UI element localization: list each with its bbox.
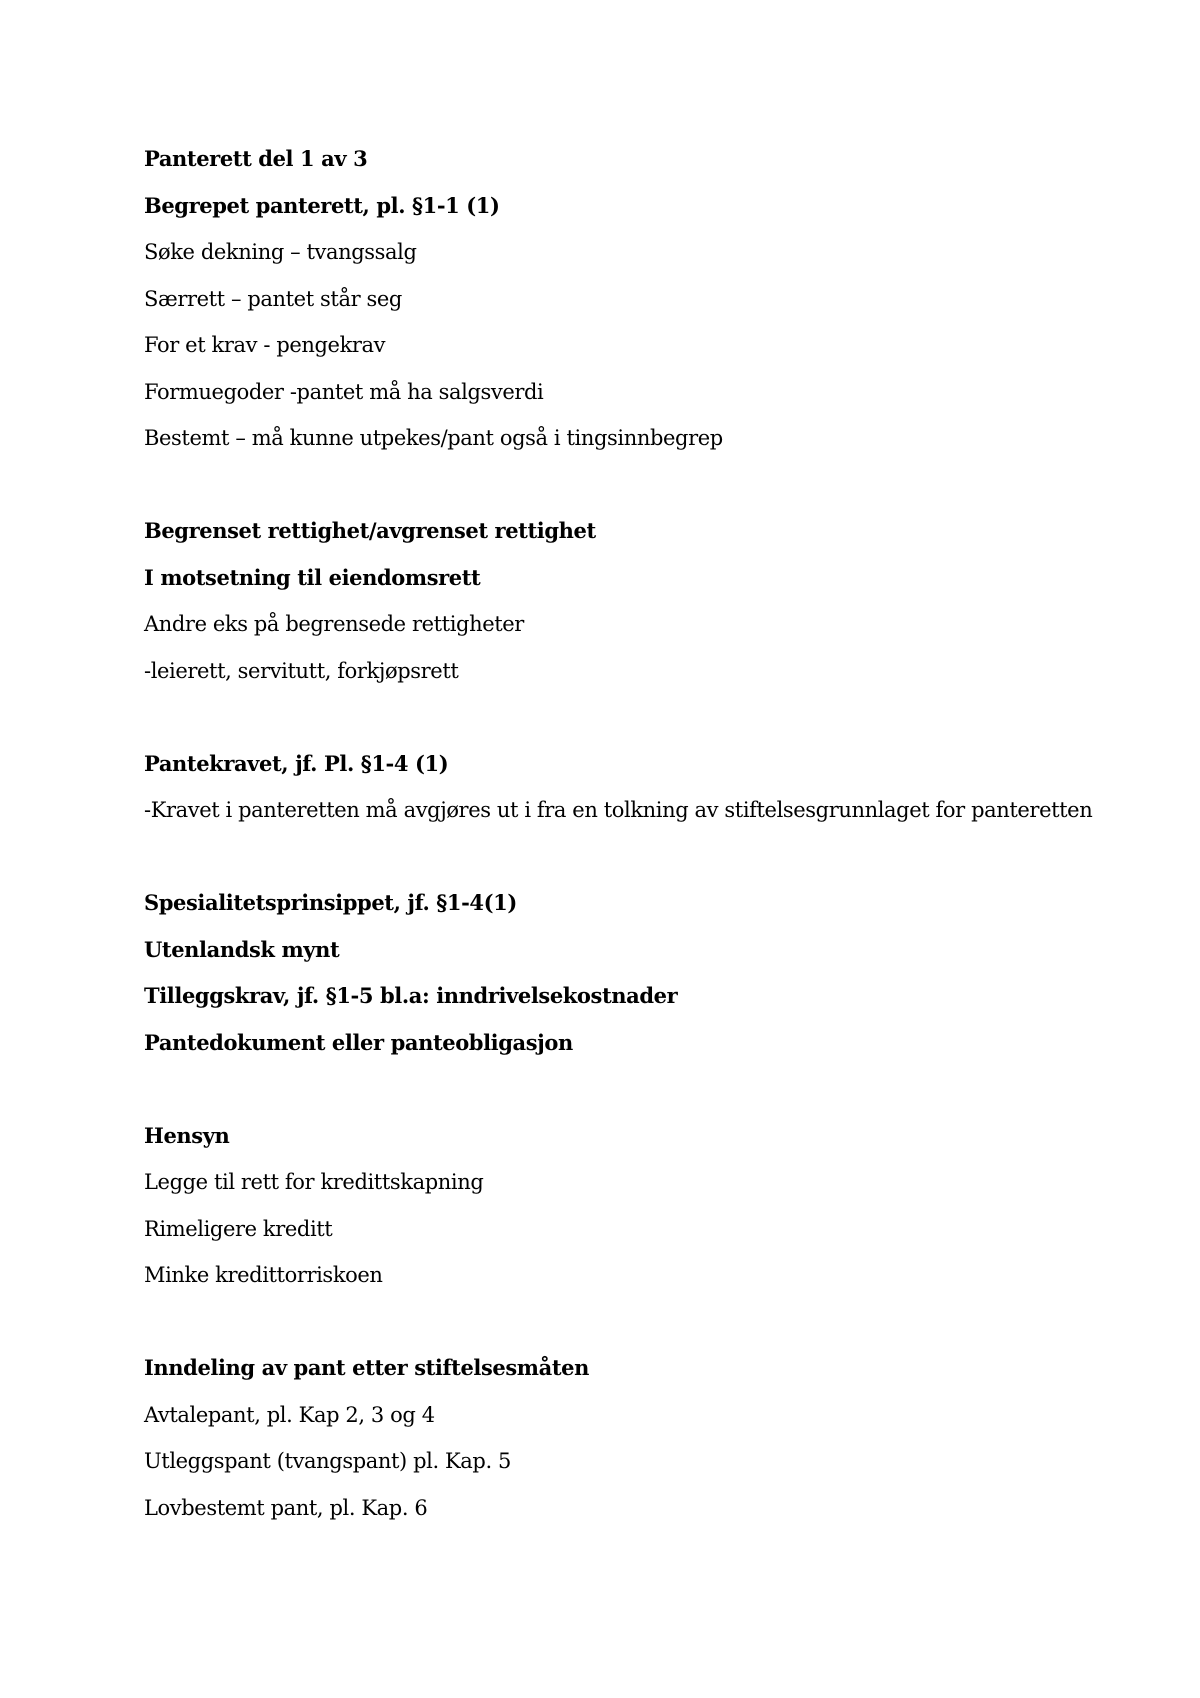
blank-line <box>144 1304 1084 1351</box>
section-heading-pantekravet: Pantekravet, jf. Pl. §1-4 (1) <box>144 750 449 776</box>
text-line: Særrett – pantet står seg <box>144 286 402 311</box>
section-subheading-eiendomsrett: I motsetning til eiendomsrett <box>144 564 481 590</box>
text-line: Avtalepant, pl. Kap 2, 3 og 4 <box>144 1402 435 1427</box>
text-line: Lovbestemt pant, pl. Kap. 6 <box>144 1495 428 1520</box>
blank-line <box>144 1071 1084 1118</box>
text-line: -Kravet i panteretten må avgjøres ut i fra en tolkning av stiftelsesgrunnlaget for panteretten <box>144 798 1093 822</box>
text-line: Legge til rett for kredittskapning <box>144 1170 484 1194</box>
section-heading-utenlandsk-mynt: Utenlandsk mynt <box>144 936 340 962</box>
text-line: Rimeligere kreditt <box>144 1216 333 1241</box>
section-heading-spesialitetsprinsippet: Spesialitetsprinsippet, jf. §1-4(1) <box>144 890 517 915</box>
text-line: -leierett, servitutt, forkjøpsrett <box>144 658 459 683</box>
text-line: Utleggspant (tvangspant) pl. Kap. 5 <box>144 1449 511 1473</box>
document-body <box>144 141 1093 1536</box>
blank-line <box>144 467 1084 514</box>
document-title: Panterett del 1 av 3 <box>144 146 368 171</box>
section-heading-pantedokument: Pantedokument eller panteobligasjon <box>144 1029 573 1055</box>
blank-line <box>144 839 1084 886</box>
text-line: For et krav - pengekrav <box>144 333 386 357</box>
section-heading-inndeling-av-pant: Inndeling av pant etter stiftelsesmåten <box>144 1355 589 1380</box>
section-heading-begrepet-panterett: Begrepet panterett, pl. §1-1 (1) <box>144 192 500 218</box>
text-line: Søke dekning – tvangssalg <box>144 240 417 264</box>
text-line: Minke kredittorriskoen <box>144 1263 383 1287</box>
section-heading-tilleggskrav: Tilleggskrav, jf. §1-5 bl.a: inndrivelsekostnader <box>144 983 678 1008</box>
blank-line <box>144 699 1084 746</box>
text-line: Andre eks på begrensede rettigheter <box>144 612 524 636</box>
text-line: Formuegoder -pantet må ha salgsverdi <box>144 379 544 404</box>
section-heading-begrenset-rettighet: Begrenset rettighet/avgrenset rettighet <box>144 518 596 543</box>
text-line: Bestemt – må kunne utpekes/pant også i tingsinnbegrep <box>144 426 723 450</box>
section-heading-hensyn: Hensyn <box>144 1122 230 1148</box>
